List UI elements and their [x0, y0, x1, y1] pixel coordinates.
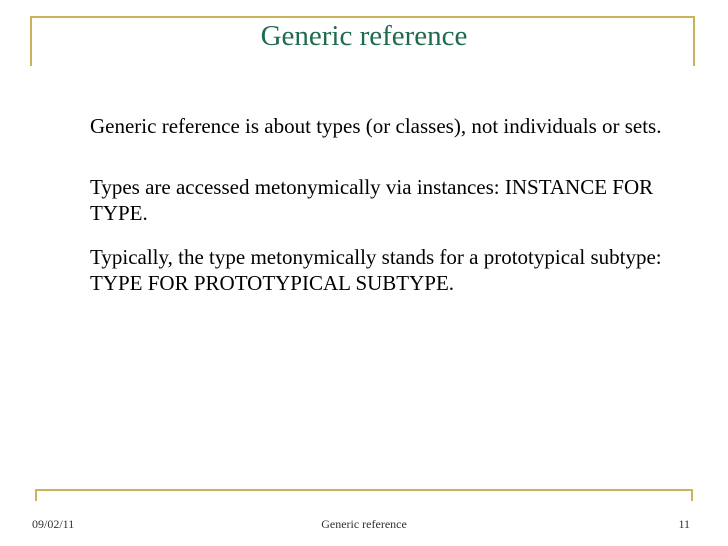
footer-page-number: 11: [678, 517, 690, 531]
slide-paragraph-1: Generic reference is about types (or classes), not individuals or sets.: [90, 114, 662, 138]
top-horizontal-rule: [30, 16, 695, 18]
bottom-left-vertical-rule: [35, 489, 37, 501]
slide-paragraph-3: Typically, the type metonymically stands for a prototypical subtype: TYPE FOR PROTOTYPICAL SUBTYPE.: [90, 245, 662, 295]
slide-paragraph-2: Types are accessed metonymically via instances: INSTANCE FOR TYPE.: [90, 175, 654, 225]
bottom-horizontal-rule: [35, 489, 693, 491]
bottom-right-vertical-rule: [691, 489, 693, 501]
footer-date: 09/02/11: [32, 517, 75, 531]
footer-title: Generic reference: [321, 517, 407, 531]
slide-title: Generic reference: [260, 20, 468, 52]
